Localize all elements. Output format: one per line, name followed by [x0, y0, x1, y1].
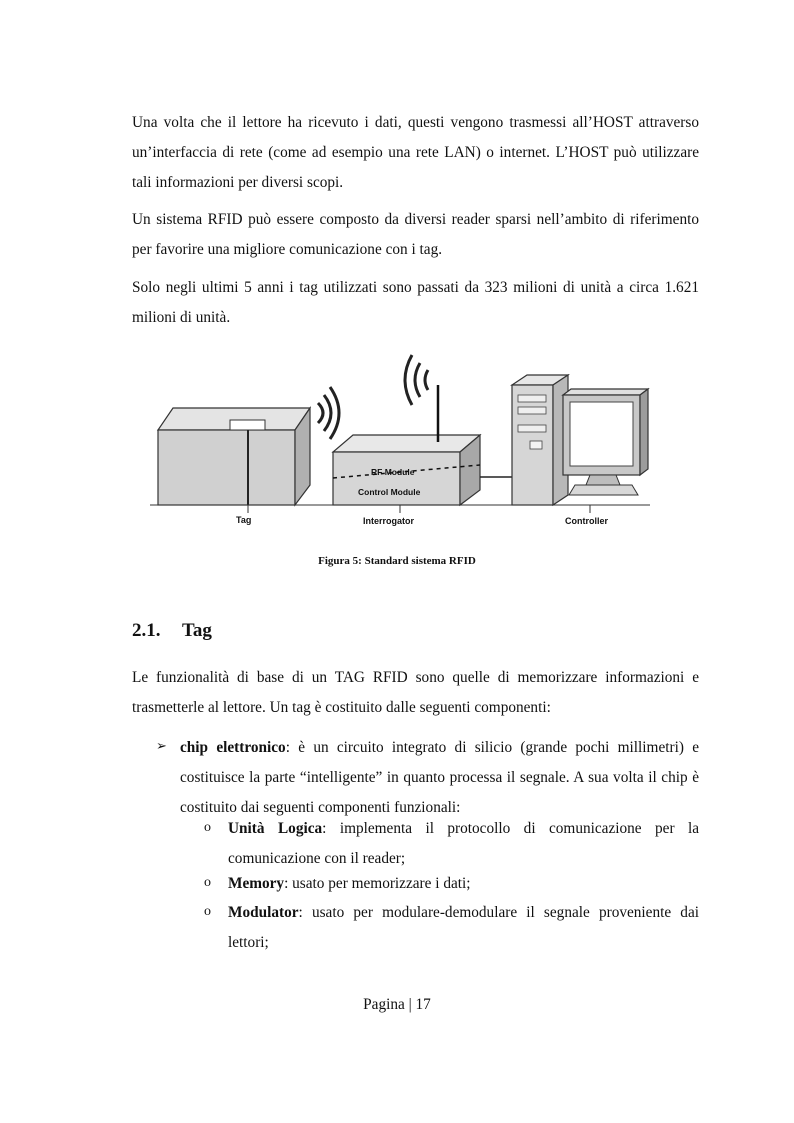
sub-item-term: Unità Logica: [228, 820, 323, 837]
interrogator-label: Interrogator: [363, 516, 415, 526]
sub-item-text: : usato per modulare-demodulare il segnale proveniente dai lettori;: [228, 904, 699, 951]
section-intro: Le funzionalità di base di un TAG RFID sono quelle di memorizzare informazioni e trasmetterle al lettore. Un tag è costituito dalle seguenti componenti:: [132, 669, 699, 716]
sub-item-logic: [228, 814, 699, 874]
sub-item-term: Memory: [228, 875, 285, 892]
paragraph-1: Una volta che il lettore ha ricevuto i dati, questi vengono trasmessi all’HOST attraverso un’interfaccia di rete (come ad esempio una rete LAN) o internet. L’HOST può utilizzare tali informazioni per diversi scopi.: [132, 114, 699, 191]
sub-item-marker-3: o: [204, 904, 211, 919]
paragraph-3: Solo negli ultimi 5 anni i tag utilizzati sono passati da 323 milioni di unità a circa 1.621 milioni di unità.: [132, 279, 699, 326]
tag-label: Tag: [236, 515, 252, 525]
sub-item-marker-2: o: [204, 875, 211, 890]
rfid-system-figure: [150, 345, 650, 535]
controller-label: Controller: [565, 516, 609, 526]
bullet-arrow-icon: ➢: [156, 738, 167, 753]
radio-waves-icon: [318, 387, 339, 439]
sub-item-memory: [228, 869, 699, 899]
bullet-term: chip elettronico: [180, 739, 286, 756]
sub-item-text: : usato per memorizzare i dati;: [284, 875, 471, 892]
sub-item-term: Modulator: [228, 904, 299, 921]
sub-item-modulator: [228, 898, 699, 958]
sub-item-text: : implementa il protocollo di comunicazione per la comunicazione con il reader;: [228, 820, 699, 867]
section-title: Tag: [182, 620, 212, 641]
paragraph-2: Un sistema RFID può essere composto da diversi reader sparsi nell’ambito di riferimento per favorire una migliore comunicazione con i tag.: [132, 211, 699, 258]
section-heading: [132, 620, 212, 642]
section-number: 2.1.: [132, 620, 161, 641]
computer-tower-illustration: [512, 375, 568, 505]
sub-item-marker-1: o: [204, 820, 211, 835]
figure-caption: Figura 5: Standard sistema RFID: [318, 555, 476, 567]
bullet-text: : è un circuito integrato di silicio (grande pochi millimetri) e costituisce la parte “intelligente” in quanto processa il segnale. A sua volta il chip è costituito dai seguenti componenti funzionali:: [180, 739, 699, 816]
rf-module-label: RF Module: [371, 467, 415, 477]
antenna-waves-icon: [405, 355, 428, 405]
computer-monitor-illustration: [563, 389, 648, 513]
tag-box-illustration: [158, 408, 310, 513]
page-footer: Pagina | 17: [363, 996, 431, 1013]
bullet-chip: [180, 733, 699, 823]
control-module-label: Control Module: [358, 487, 421, 497]
